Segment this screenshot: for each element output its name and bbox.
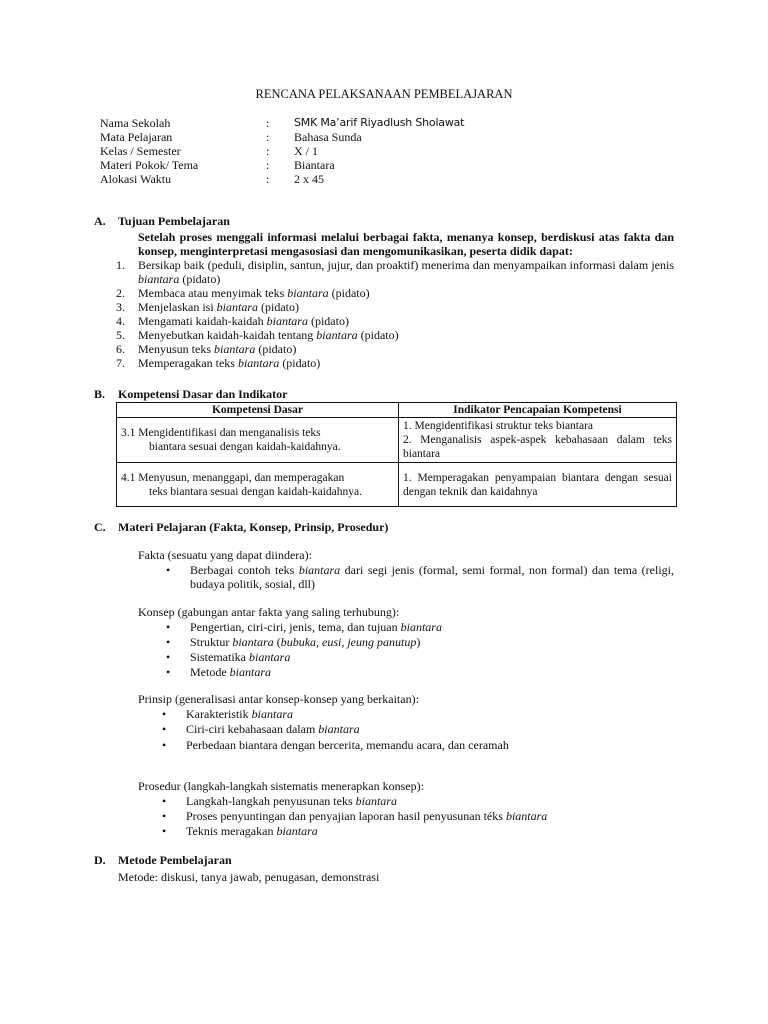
konsep-emphasis: biantara: [232, 635, 274, 649]
bullet-icon: •: [166, 665, 171, 679]
konsep-emphasis: biantara: [229, 665, 271, 679]
konsep-title: Konsep (gabungan antar fakta yang saling terhubung):: [138, 605, 400, 619]
section-b-marker: B.: [94, 387, 106, 401]
prinsip-text: Ciri-ciri kebahasaan dalam: [186, 722, 319, 736]
objective-item: [138, 342, 296, 356]
section-a-marker: A.: [94, 214, 106, 228]
objective-text: Menyebutkan kaidah-kaidah tentang: [138, 328, 317, 342]
prinsip-text: Perbedaan biantara dengan bercerita, memandu acara, dan ceramah: [186, 738, 509, 752]
section-c-marker: C.: [94, 520, 106, 534]
competency-table: [116, 402, 677, 507]
objective-emphasis: biantara: [216, 300, 258, 314]
objective-number: 4.: [116, 314, 125, 328]
konsep-text: Pengertian, ciri-ciri, jenis, tema, dan tujuan: [190, 620, 401, 634]
section-a-heading: Tujuan Pembelajaran: [118, 214, 230, 228]
objective-text: Membaca atau menyimak teks: [138, 286, 288, 300]
fakta-title: Fakta (sesuatu yang dapat diindera):: [138, 548, 312, 562]
prinsip-item: [186, 738, 509, 752]
table-row: [117, 463, 677, 507]
identity-colon: :: [266, 172, 270, 186]
objective-emphasis: biantara: [266, 314, 308, 328]
prinsip-emphasis: biantara: [251, 707, 293, 721]
bullet-icon: •: [166, 650, 171, 664]
kd-text-second: biantara sesuai dengan kaidah-kaidahnya.: [149, 441, 341, 453]
bullet-icon: •: [166, 620, 171, 634]
kd-text-first: 3.1 Mengidentifikasi dan menganalisis teks: [121, 427, 321, 439]
kd-text-second: teks biantara sesuai dengan kaidah-kaidahnya.: [149, 485, 362, 498]
prosedur-emphasis: biantara: [505, 809, 548, 823]
objective-item: [138, 258, 674, 286]
objective-suffix: (pidato): [357, 328, 399, 342]
table-header-indicator: Indikator Pencapaian Kompetensi: [399, 403, 677, 418]
table-row: [117, 418, 677, 463]
kd-text-first: 4.1 Menyusun, menanggapi, dan memperagakan: [121, 471, 345, 484]
bullet-icon: •: [166, 563, 171, 577]
table-header-row: [117, 403, 677, 418]
method-text: Metode: diskusi, tanya jawab, penugasan, demonstrasi: [118, 870, 380, 884]
prosedur-text: Teknis meragakan: [186, 824, 277, 838]
konsep-emphasis: biantara: [400, 620, 442, 634]
objective-emphasis: biantara: [214, 342, 256, 356]
prosedur-text: Proses penyuntingan dan penyajian laporan hasil penyusunan téks: [186, 809, 506, 823]
objective-number: 5.: [116, 328, 125, 342]
prosedur-emphasis: biantara: [355, 794, 397, 808]
objective-item: [138, 314, 349, 328]
objective-text: Bersikap baik (peduli, disiplin, santun, jujur, dan proaktif) menerima dan menyampaikan informasi dalam jenis: [138, 258, 674, 272]
objective-emphasis: biantara: [316, 328, 358, 342]
identity-colon: :: [266, 130, 270, 144]
bullet-icon: •: [162, 824, 167, 838]
identity-label-subject: Mata Pelajaran: [100, 130, 173, 144]
prinsip-title: Prinsip (generalisasi antar konsep-konsep yang berkaitan):: [138, 692, 419, 706]
section-a-intro: Setelah proses menggali informasi melalui berbagai fakta, menanya konsep, berdiskusi atas fakta dan konsep, menginterpretasi mengasosiasi dan mengomunikasikan, peserta didik dapat:: [138, 230, 674, 258]
konsep-item: [190, 650, 290, 664]
indicator-item: 1. Memperagakan penyampaian biantara dengan sesuai dengan teknik dan kaidahnya: [403, 471, 672, 498]
identity-value-school: SMK Ma’arif Riyadlush Sholawat: [294, 116, 465, 129]
objective-text: Menyusun teks: [138, 342, 214, 356]
konsep-emphasis: biantara: [249, 650, 291, 664]
kd-cell: [117, 418, 399, 463]
fakta-text: Berbagai contoh teks: [190, 563, 299, 577]
objective-number: 3.: [116, 300, 125, 314]
objective-emphasis: biantara: [138, 272, 180, 286]
objective-suffix: (pidato): [279, 356, 321, 370]
prinsip-item: [186, 707, 293, 721]
bullet-icon: •: [162, 738, 167, 752]
identity-colon: :: [266, 158, 270, 172]
prosedur-text: Langkah-langkah penyusunan teks: [186, 794, 356, 808]
identity-label-topic: Materi Pokok/ Tema: [100, 158, 199, 172]
fakta-emphasis: biantara: [298, 563, 341, 577]
objective-number: 6.: [116, 342, 125, 356]
objective-text: Menjelaskan isi: [138, 300, 217, 314]
prinsip-item: [186, 722, 360, 736]
objective-item: [138, 286, 370, 300]
prosedur-title: Prosedur (langkah-langkah sistematis menerapkan konsep):: [138, 779, 424, 793]
indicator-item: 1. Mengidentifikasi struktur teks biantara: [403, 420, 594, 432]
identity-label-time: Alokasi Waktu: [100, 172, 172, 186]
konsep-text: Sistematika: [190, 650, 249, 664]
objective-suffix: (pidato): [179, 272, 221, 286]
prosedur-item: [186, 794, 397, 808]
indicator-item: 2. Menganalisis aspek-aspek kebahasaan dalam teks biantara: [403, 434, 672, 460]
objective-suffix: (pidato): [307, 314, 349, 328]
objective-item: [138, 356, 320, 370]
objective-number: 2.: [116, 286, 125, 300]
prosedur-item: [186, 809, 547, 823]
objective-suffix: (pidato): [258, 300, 299, 314]
section-d-marker: D.: [94, 853, 106, 867]
konsep-paren: (: [273, 635, 281, 649]
objective-number: 1.: [116, 258, 125, 272]
indicator-cell: [399, 463, 677, 507]
objective-number: 7.: [116, 356, 125, 370]
objective-suffix: (pidato): [255, 342, 297, 356]
section-c-heading: Materi Pelajaran (Fakta, Konsep, Prinsip, Prosedur): [118, 520, 389, 534]
objective-text: Memperagakan teks: [138, 356, 238, 370]
identity-value-time: 2 x 45: [294, 172, 324, 186]
konsep-text: Metode: [190, 665, 230, 679]
objective-item: [138, 328, 399, 342]
prinsip-emphasis: biantara: [318, 722, 360, 736]
konsep-suffix: ): [416, 635, 421, 649]
objective-emphasis: biantara: [287, 286, 329, 300]
kd-cell: [117, 463, 399, 507]
identity-value-subject: Bahasa Sunda: [294, 130, 362, 144]
objective-suffix: (pidato): [328, 286, 370, 300]
fakta-item: [190, 563, 674, 591]
objective-item: [138, 300, 299, 314]
section-b-heading: Kompetensi Dasar dan Indikator: [118, 387, 288, 401]
objective-emphasis: biantara: [237, 356, 280, 370]
identity-colon: :: [266, 116, 270, 130]
objective-text: Mengamati kaidah-kaidah: [138, 314, 267, 328]
indicator-cell: [399, 418, 677, 463]
identity-label-school: Nama Sekolah: [100, 116, 171, 130]
bullet-icon: •: [166, 635, 171, 649]
bullet-icon: •: [162, 809, 167, 823]
bullet-icon: •: [162, 707, 167, 721]
prinsip-text: Karakteristik: [186, 707, 252, 721]
document-title: RENCANA PELAKSANAAN PEMBELAJARAN: [255, 87, 513, 101]
identity-label-class: Kelas / Semester: [100, 144, 181, 158]
table-header-kd: Kompetensi Dasar: [117, 403, 399, 418]
konsep-item: [190, 635, 420, 649]
konsep-item: [190, 665, 271, 679]
identity-value-class: X / 1: [294, 144, 318, 158]
bullet-icon: •: [162, 722, 167, 736]
bullet-icon: •: [162, 794, 167, 808]
section-d-heading: Metode Pembelajaran: [118, 853, 232, 867]
konsep-emphasis-parts: bubuka, eusi, jeung panutup: [280, 635, 417, 649]
konsep-item: [190, 620, 442, 634]
identity-value-topic: Biantara: [294, 158, 335, 172]
prosedur-item: [186, 824, 318, 838]
fakta-suffix: dari segi jenis (formal, semi formal, non formal) dan tema (religi, budaya politik, sosial, dll): [190, 563, 674, 591]
prosedur-emphasis: biantara: [276, 824, 318, 838]
konsep-text: Struktur: [190, 635, 233, 649]
identity-colon: :: [266, 144, 270, 158]
